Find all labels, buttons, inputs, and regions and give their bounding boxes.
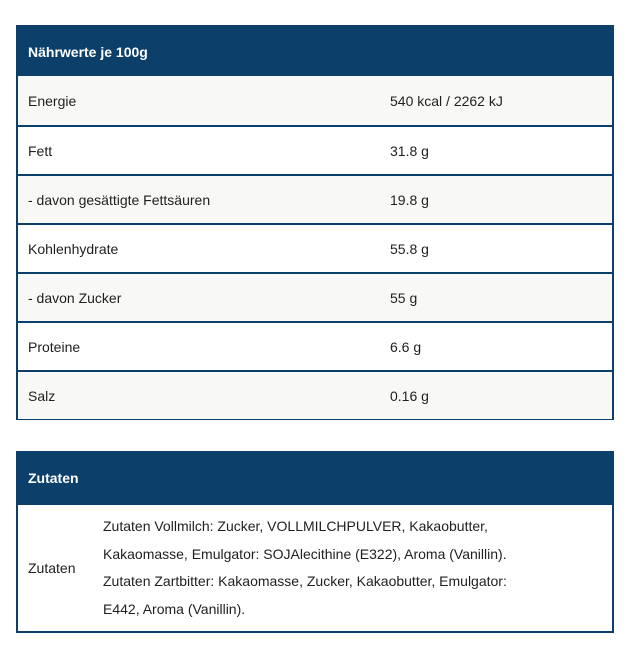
nutrient-value: 31.8 g <box>390 142 429 159</box>
nutrition-table <box>16 25 614 420</box>
ingredients-line: E442, Aroma (Vanillin). <box>103 600 246 617</box>
nutrient-label: Salz <box>28 387 56 404</box>
nutrient-label: Fett <box>28 142 53 159</box>
nutrient-value: 55 g <box>390 289 418 306</box>
nutrition-table-header: Nährwerte je 100g <box>18 27 612 76</box>
nutrient-value: 19.8 g <box>390 191 429 208</box>
table-row <box>18 174 612 223</box>
table-row <box>18 272 612 321</box>
table-row <box>18 321 612 370</box>
nutrient-label: Energie <box>28 92 77 109</box>
table-row <box>18 76 612 125</box>
table-row <box>18 503 612 631</box>
ingredients-line: Kakaomasse, Emulgator: SOJAlecithine (E322), Aroma (Vanillin). <box>103 545 507 562</box>
table-row <box>18 370 612 419</box>
nutrient-value: 540 kcal / 2262 kJ <box>390 92 503 109</box>
nutrient-label: - davon Zucker <box>28 289 122 306</box>
ingredients-table <box>16 451 614 633</box>
ingredients-text <box>103 513 612 623</box>
ingredients-line: Zutaten Zartbitter: Kakaomasse, Zucker, Kakaobutter, Emulgator: <box>103 573 507 589</box>
nutrient-label: Proteine <box>28 338 81 355</box>
ingredients-line: Zutaten Vollmilch: Zucker, VOLLMILCHPULVER, Kakaobutter, <box>103 518 488 534</box>
ingredients-label: Zutaten <box>28 560 76 576</box>
table-row <box>18 125 612 174</box>
table-row <box>18 223 612 272</box>
ingredients-table-header: Zutaten <box>18 453 612 503</box>
nutrient-value: 55.8 g <box>390 240 429 257</box>
nutrient-value: 0.16 g <box>390 387 429 404</box>
nutrition-rows <box>18 76 612 419</box>
nutrient-label: Kohlenhydrate <box>28 240 119 257</box>
nutrient-value: 6.6 g <box>390 338 422 355</box>
nutrient-label: - davon gesättigte Fettsäuren <box>28 191 211 208</box>
